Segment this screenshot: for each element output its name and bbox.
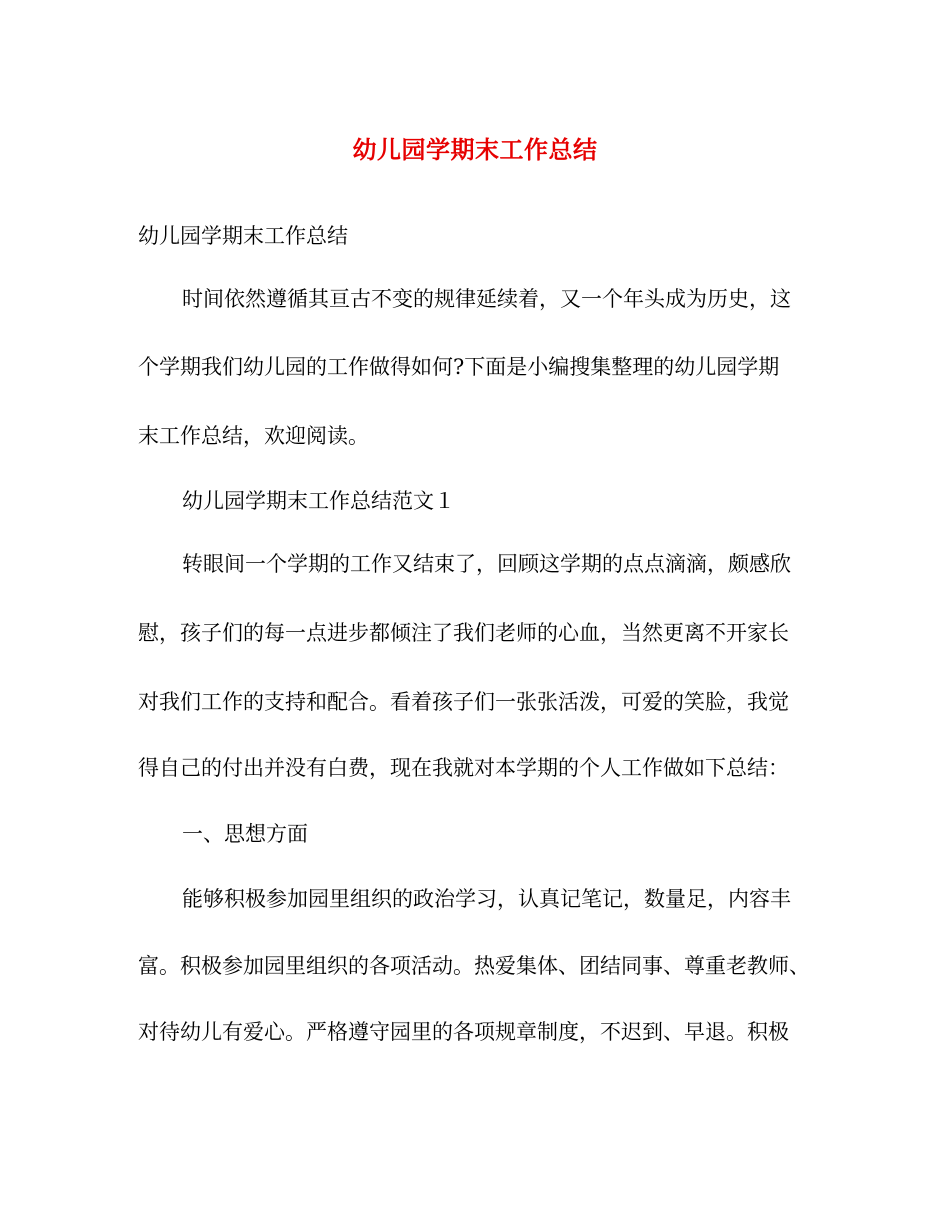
paragraph-line: 慰，孩子们的每一点进步都倾注了我们老师的心血，当然更离不开家长 [138,621,789,645]
subtitle-line: 幼儿园学期末工作总结 [138,224,348,248]
paragraph-line: 能够积极参加园里组织的政治学习，认真记笔记，数量足，内容丰 [182,887,791,911]
paragraph-line: 得自己的付出并没有白费，现在我就对本学期的个人工作做如下总结： [138,756,789,780]
paragraph-line: 转眼间一个学期的工作又结束了，回顾这学期的点点滴滴，颇感欣 [182,552,791,576]
document-title: 幼儿园学期末工作总结 [352,135,598,164]
paragraph-line: 富。积极参加园里组织的各项活动。热爱集体、团结同事、尊重老教师、 [138,954,810,978]
paragraph-line: 对我们工作的支持和配合。看着孩子们一张张活泼，可爱的笑脸，我觉 [138,690,789,714]
paragraph-line: 时间依然遵循其亘古不变的规律延续着，又一个年头成为历史，这 [182,287,791,311]
paragraph-line: 对待幼儿有爱心。严格遵守园里的各项规章制度，不迟到、早退。积极 [138,1020,789,1044]
paragraph-line: 末工作总结，欢迎阅读。 [138,424,369,448]
section-heading: 幼儿园学期末工作总结范文１ [182,489,455,513]
section-heading: 一、思想方面 [182,822,308,846]
paragraph-line: 个学期我们幼儿园的工作做得如何?下面是小编搜集整理的幼儿园学期 [138,355,780,379]
